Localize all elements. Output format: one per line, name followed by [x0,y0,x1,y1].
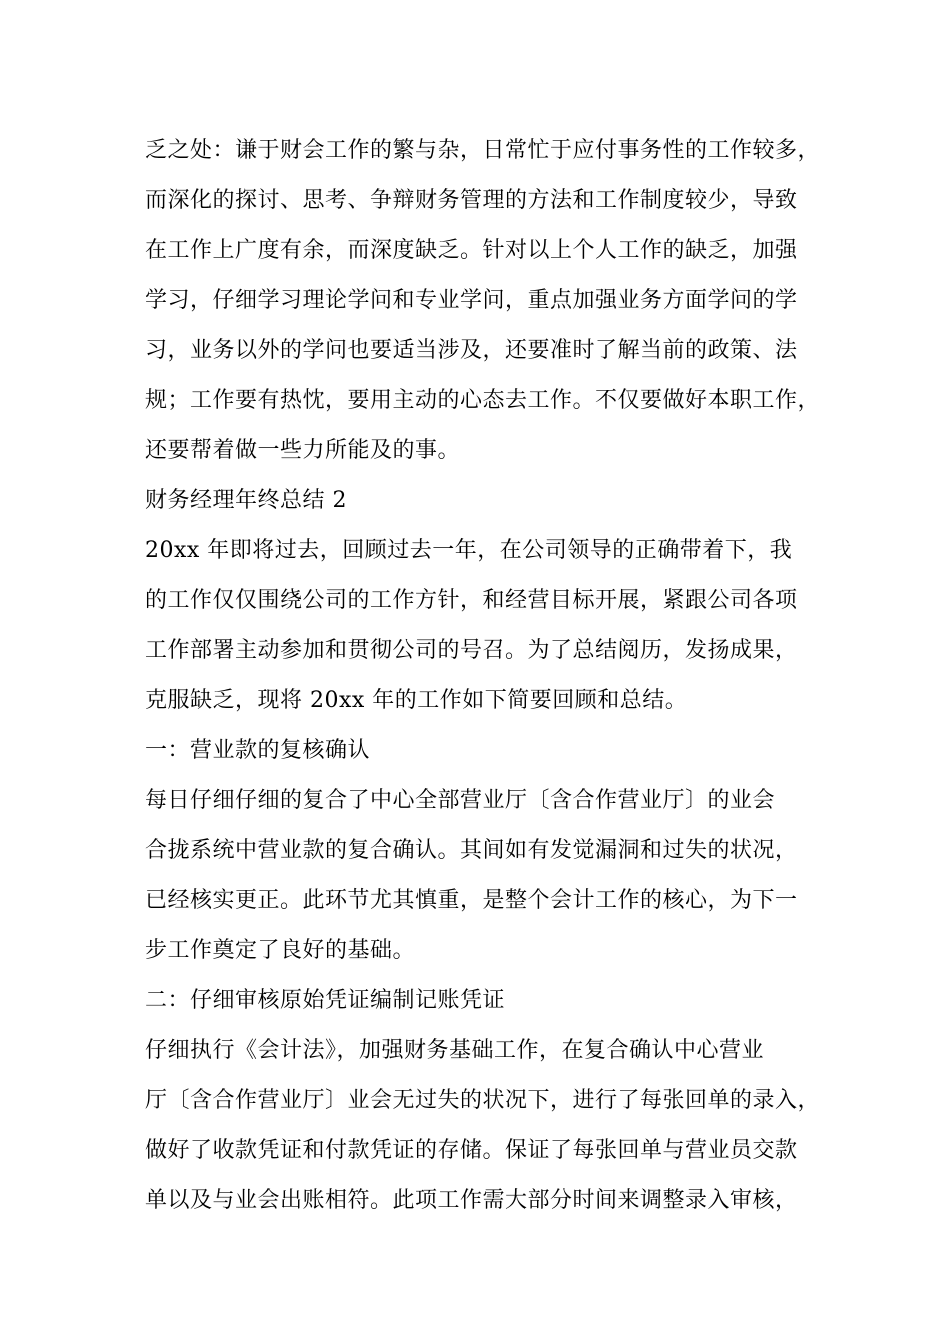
section-title: 财务经理年终总结 2 [145,488,347,513]
paragraph-line: 的工作仅仅围绕公司的工作方针，和经营目标开展，紧跟公司各项 [145,588,798,613]
paragraph-line: 还要帮着做一些力所能及的事。 [145,438,461,463]
paragraph-line: 在工作上广度有余，而深度缺乏。针对以上个人工作的缺乏，加强 [145,238,798,263]
paragraph-line: 单以及与业会出账相符。此项工作需大部分时间来调整录入审核， [145,1188,798,1213]
paragraph-line: 合拢系统中营业款的复合确认。其间如有发觉漏洞和过失的状况， [145,838,798,863]
subsection-heading: 二：仔细审核原始凭证编制记账凭证 [145,988,506,1013]
paragraph-line: 乏之处：谦于财会工作的繁与杂，日常忙于应付事务性的工作较多， [145,138,821,163]
paragraph-line: 工作部署主动参加和贯彻公司的号召。为了总结阅历，发扬成果， [145,638,798,663]
subsection-heading: 一：营业款的复核确认 [145,738,371,763]
paragraph-line: 步工作奠定了良好的基础。 [145,938,416,963]
paragraph-line: 学习，仔细学习理论学问和专业学问，重点加强业务方面学问的学 [145,288,798,313]
paragraph-line: 而深化的探讨、思考、争辩财务管理的方法和工作制度较少，导致 [145,188,798,213]
paragraph-line: 克服缺乏，现将 20xx 年的工作如下简要回顾和总结。 [145,688,688,713]
paragraph-line: 规；工作要有热忱，要用主动的心态去工作。不仅要做好本职工作， [145,388,821,413]
paragraph-line: 厅〔含合作营业厅〕业会无过失的状况下，进行了每张回单的录入， [145,1088,821,1113]
paragraph-line: 已经核实更正。此环节尤其慎重，是整个会计工作的核心，为下一 [145,888,798,913]
paragraph-line: 习，业务以外的学问也要适当涉及，还要准时了解当前的政策、法 [145,338,798,363]
paragraph-line: 每日仔细仔细的复合了中心全部营业厅〔含合作营业厅〕的业会 [145,788,776,813]
paragraph-line: 做好了收款凭证和付款凭证的存储。保证了每张回单与营业员交款 [145,1138,798,1163]
paragraph-line: 20xx 年即将过去，回顾过去一年，在公司领导的正确带着下，我 [145,538,793,563]
paragraph-line: 仔细执行《会计法》，加强财务基础工作，在复合确认中心营业 [145,1038,765,1063]
